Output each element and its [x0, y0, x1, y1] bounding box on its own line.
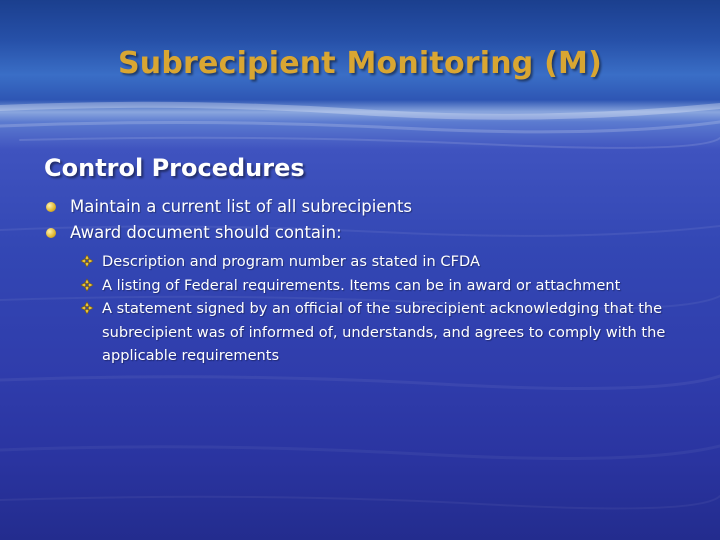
round-gold-bullet-icon — [46, 228, 56, 238]
sub-bullet-text: A statement signed by an official of the subrecipient acknowledging that the subrecipient was of informed of, understands, and agrees to comply with the applicable requirements — [102, 300, 666, 364]
round-gold-bullet-icon — [46, 202, 56, 212]
bullet-item — [44, 194, 684, 220]
diamond-bullet-icon — [80, 301, 94, 315]
sub-bullet-list — [80, 250, 680, 368]
bullet-item — [44, 220, 684, 246]
sub-bullet-item — [80, 250, 680, 274]
sub-bullet-text: Description and program number as stated in CFDA — [102, 253, 480, 270]
bullet-text: Award document should contain: — [70, 223, 342, 242]
sub-bullet-item — [80, 297, 680, 368]
bullet-text: Maintain a current list of all subrecipients — [70, 197, 413, 216]
bullet-list — [44, 194, 684, 246]
diamond-bullet-icon — [80, 278, 94, 292]
slide-title: Subrecipient Monitoring (M) — [118, 46, 602, 81]
sub-bullet-item — [80, 274, 680, 298]
sub-bullet-text: A listing of Federal requirements. Items can be in award or attachment — [102, 276, 621, 294]
diamond-bullet-icon — [80, 254, 94, 268]
section-heading: Control Procedures — [44, 154, 305, 182]
